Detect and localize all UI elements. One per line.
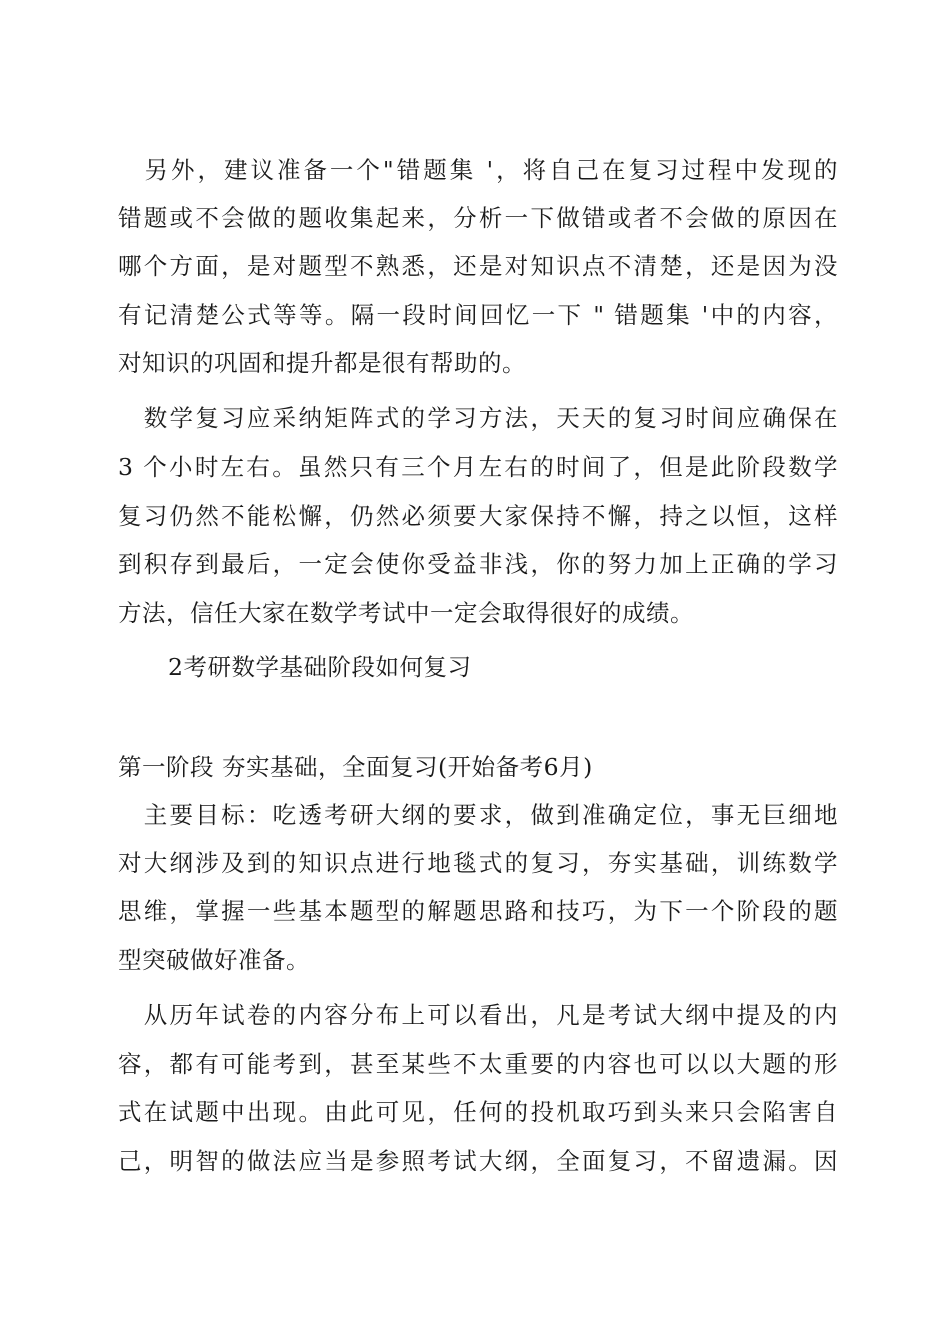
- paragraph1-line: 有记清楚公式等等。隔一段时间回忆一下 " 错题集 '中的内容，: [118, 301, 838, 329]
- paragraph4-line: 己，明智的做法应当是参照考试大纲，全面复习，不留遗漏。因: [118, 1147, 838, 1175]
- paragraph2-line: 3 个小时左右。虽然只有三个月左右的时间了，但是此阶段数学: [118, 453, 838, 481]
- paragraph1-line: 对知识的巩固和提升都是很有帮助的。: [118, 349, 526, 377]
- paragraph1-line: 另外，建议准备一个"错题集 '，将自己在复习过程中发现的: [118, 156, 838, 184]
- paragraph3-line: 型突破做好准备。: [118, 946, 310, 974]
- paragraph1-line: 哪个方面，是对题型不熟悉，还是对知识点不清楚，还是因为没: [118, 252, 838, 280]
- paragraph3-line: 对大纲涉及到的知识点进行地毯式的复习，夯实基础，训练数学: [118, 849, 838, 877]
- stage-heading: 第一阶段 夯实基础，全面复习(开始备考6月): [118, 753, 593, 781]
- paragraph2-line: 数学复习应采纳矩阵式的学习方法，天天的复习时间应确保在: [118, 404, 838, 432]
- paragraph3-line: 思维，掌握一些基本题型的解题思路和技巧，为下一个阶段的题: [118, 897, 838, 925]
- paragraph2-line: 复习仍然不能松懈，仍然必须要大家保持不懈，持之以恒，这样: [118, 502, 838, 530]
- paragraph1-line: 错题或不会做的题收集起来，分析一下做错或者不会做的原因在: [118, 204, 838, 232]
- paragraph3-line: 主要目标：吃透考研大纲的要求，做到准确定位，事无巨细地: [118, 801, 838, 829]
- paragraph2-line: 到积存到最后，一定会使你受益非浅，你的努力加上正确的学习: [118, 550, 838, 578]
- paragraph4-line: 从历年试卷的内容分布上可以看出，凡是考试大纲中提及的内: [118, 1001, 838, 1029]
- paragraph2-line: 方法，信任大家在数学考试中一定会取得很好的成绩。: [118, 599, 694, 627]
- section-heading: 2考研数学基础阶段如何复习: [168, 653, 472, 681]
- paragraph4-line: 容，都有可能考到，甚至某些不太重要的内容也可以以大题的形: [118, 1050, 838, 1078]
- paragraph4-line: 式在试题中出现。由此可见，任何的投机取巧到头来只会陷害自: [118, 1098, 838, 1126]
